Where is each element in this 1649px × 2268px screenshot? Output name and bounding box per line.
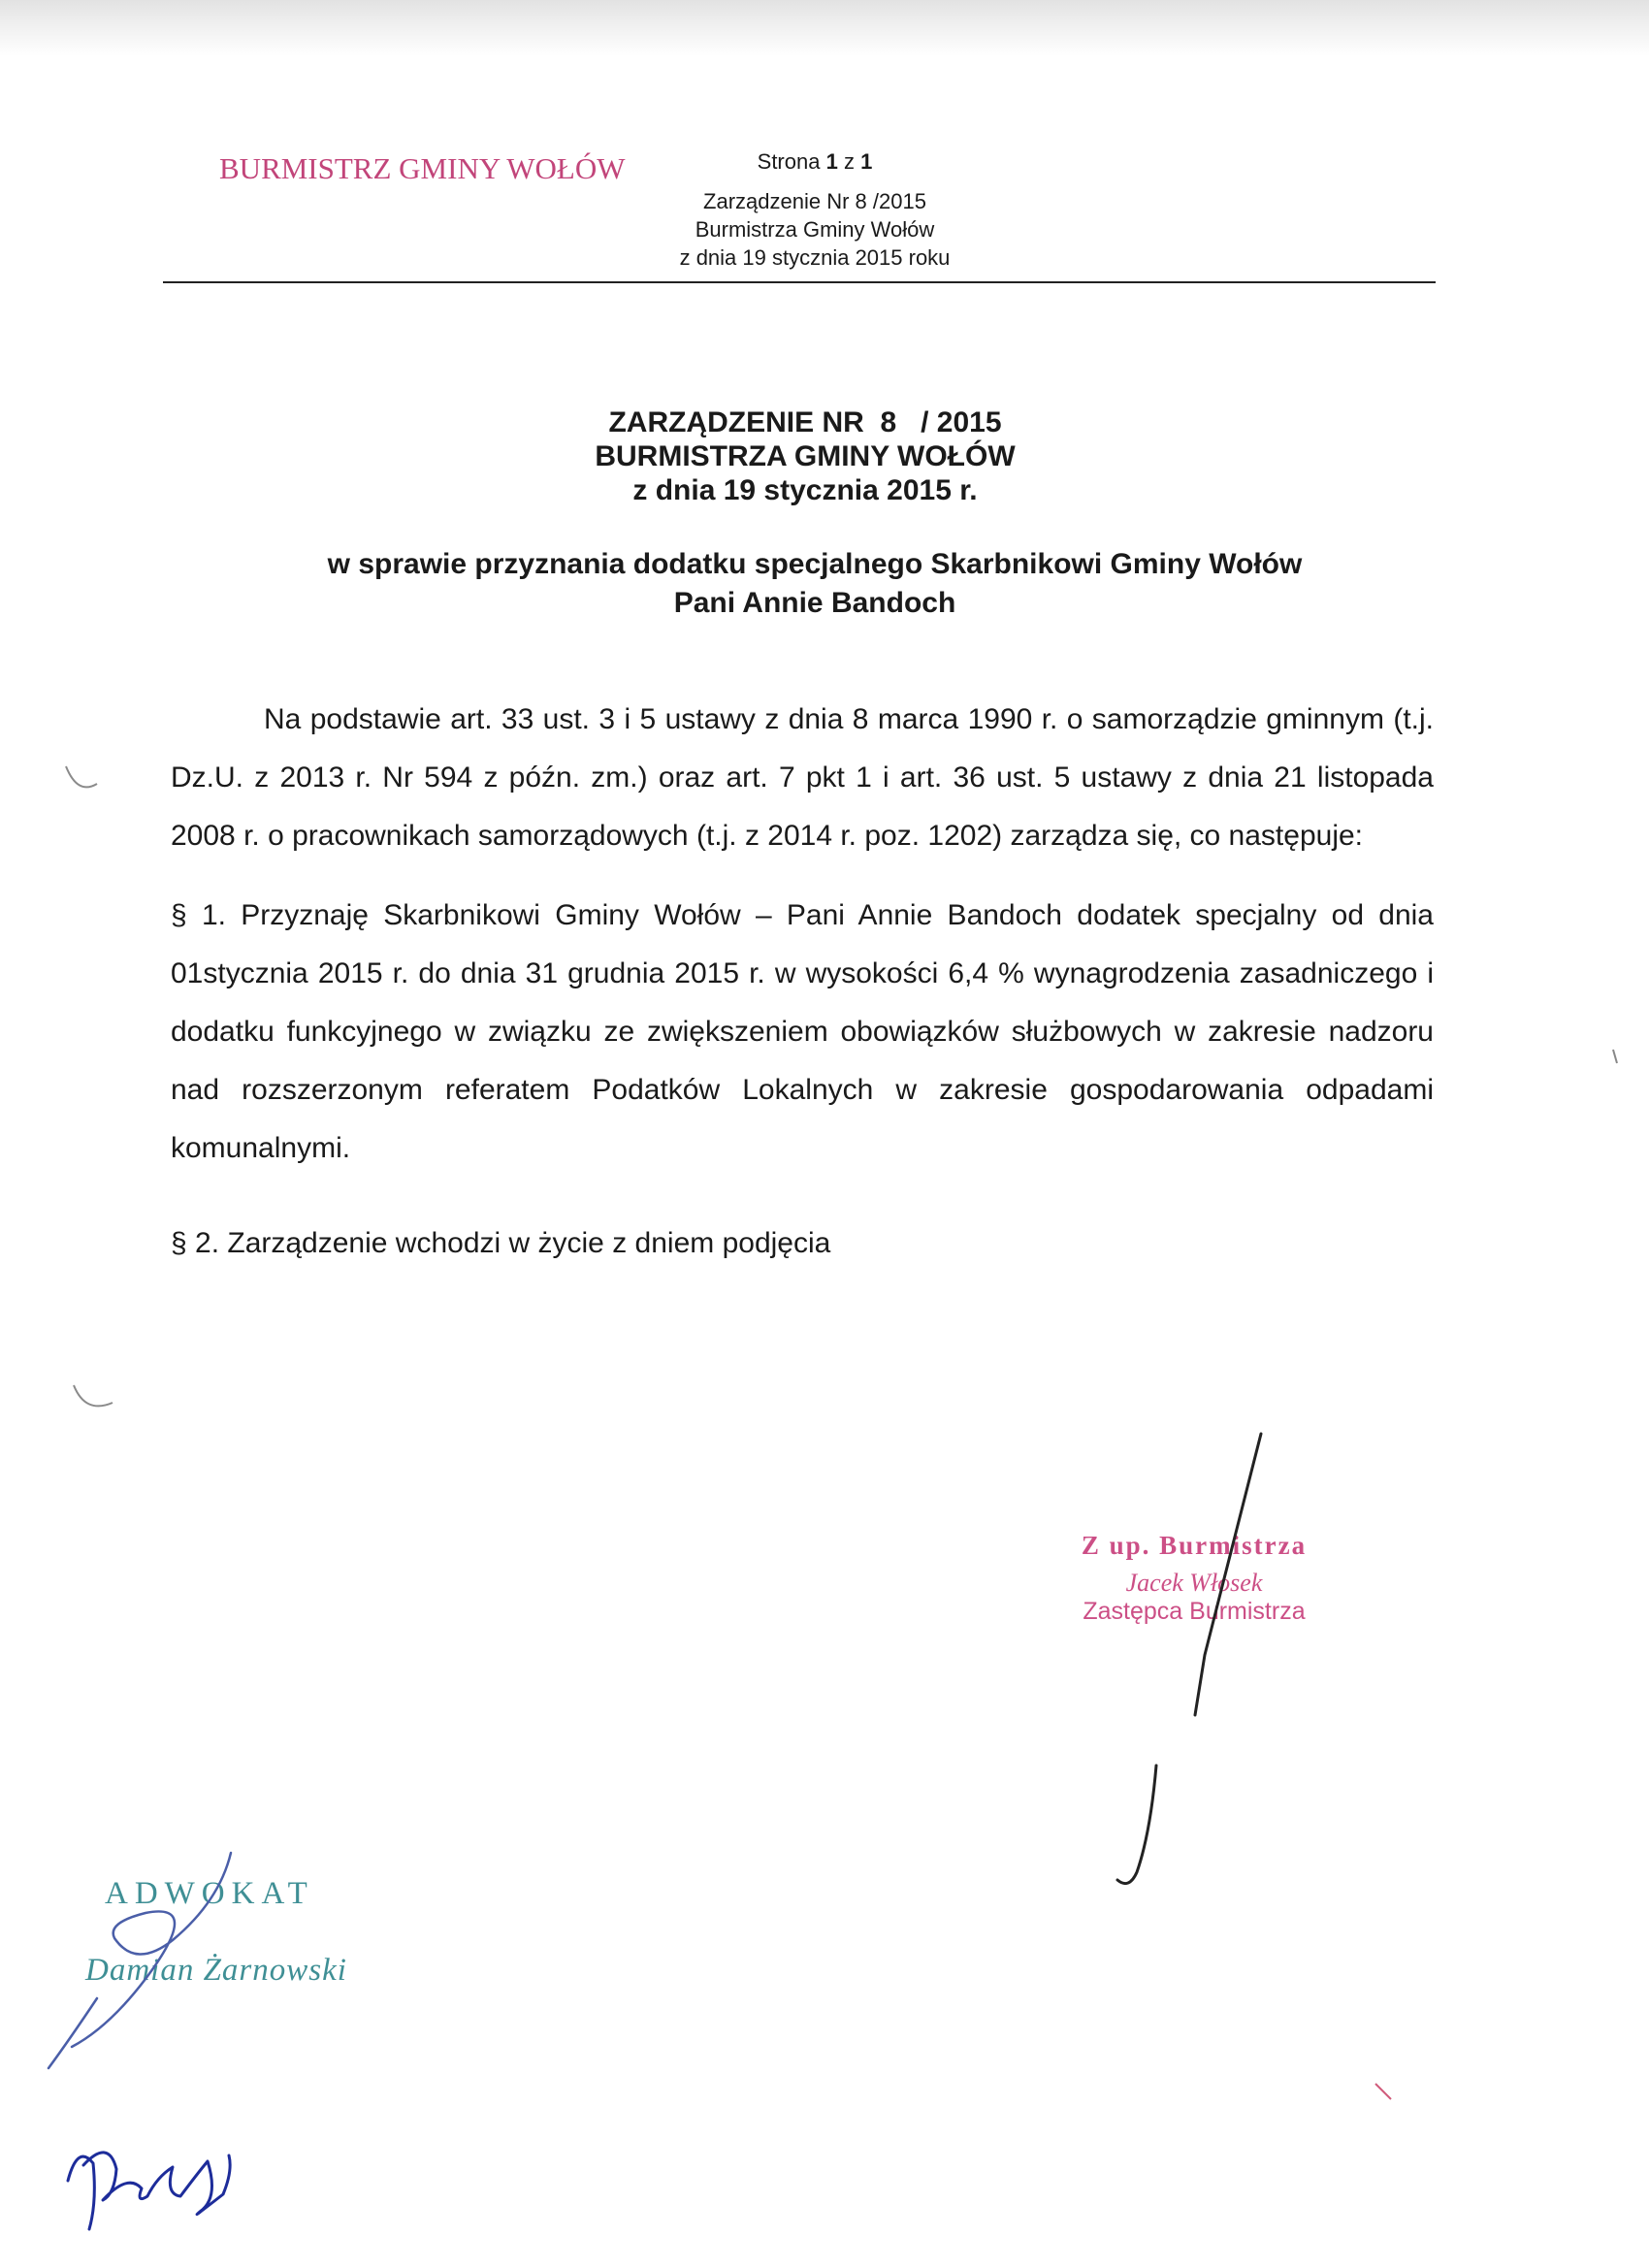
stray-mark	[1375, 2084, 1391, 2099]
punch-hole-mark-bottom	[74, 1385, 113, 1406]
lawyer-name: Damian Żarnowski	[85, 1953, 347, 1988]
subject-line: w sprawie przyznania dodatku specjalnego Skarbnikowi Gminy Wołów	[327, 548, 1303, 580]
title-number: ZARZĄDZENIE NR 8 / 2015	[608, 406, 1002, 438]
title-date: z dnia 19 stycznia 2015 r.	[632, 474, 978, 506]
page-of: z	[843, 149, 855, 174]
subject-person: Pani Annie Bandoch	[673, 587, 956, 619]
reference-issuer: Burmistrza Gminy Wołów	[695, 217, 935, 242]
page-current: 1	[825, 149, 838, 174]
title-issuer: BURMISTRZA GMINY WOŁÓW	[595, 440, 1016, 472]
stamp-position: Zastępca Burmistrza	[1083, 1598, 1306, 1625]
stamp-name: Jacek Włosek	[1125, 1569, 1263, 1597]
page-total: 1	[860, 149, 873, 174]
initials-signature	[68, 2153, 230, 2229]
reference-number: Zarządzenie Nr 8 /2015	[703, 189, 926, 213]
deputy-mayor-signature	[1195, 1434, 1261, 1715]
lawyer-signature	[48, 1853, 231, 2068]
reference-date: z dnia 19 stycznia 2015 roku	[679, 245, 951, 270]
stray-mark-right	[1613, 1050, 1617, 1063]
office-stamp: BURMISTRZ GMINY WOŁÓW	[219, 151, 626, 185]
deputy-mayor-signature-tail	[1117, 1766, 1156, 1884]
stamp-authority: Z up. Burmistrza	[1081, 1531, 1308, 1560]
section-1-paragraph: § 1. Przyznaję Skarbnikowi Gminy Wołów – Pani Annie Bandoch dodatek specjalny od dnia 01stycznia 2015 r. do dnia 31 grudnia 2015 r. w wysokości 6,4 % wynagrodzenia zasadniczego i dodatku funkcyjnego w związku ze zwiększeniem obowiązków służbowych w zakresie nadzoru nad rozszerzonym referatem Podatków Lokalnych w zakresie gospodarowania odpadami komunalnymi.	[171, 899, 1434, 1164]
lawyer-title: ADWOKAT	[105, 1876, 314, 1911]
punch-hole-mark-top	[66, 766, 97, 787]
section-2-paragraph: § 2. Zarządzenie wchodzi w życie z dniem podjęcia	[171, 1227, 831, 1259]
page-label: Strona	[757, 149, 821, 174]
preamble-paragraph: Na podstawie art. 33 ust. 3 i 5 ustawy z dnia 8 marca 1990 r. o samorządzie gminnym (t.j. Dz.U. z 2013 r. Nr 594 z późn. zm.) oraz art. 7 pkt 1 i art. 36 ust. 5 ustawy z dnia 21 listopada 2008 r. o pracownikach samorządowych (t.j. z 2014 r. poz. 1202) zarządza się, co następuje:	[171, 703, 1434, 852]
